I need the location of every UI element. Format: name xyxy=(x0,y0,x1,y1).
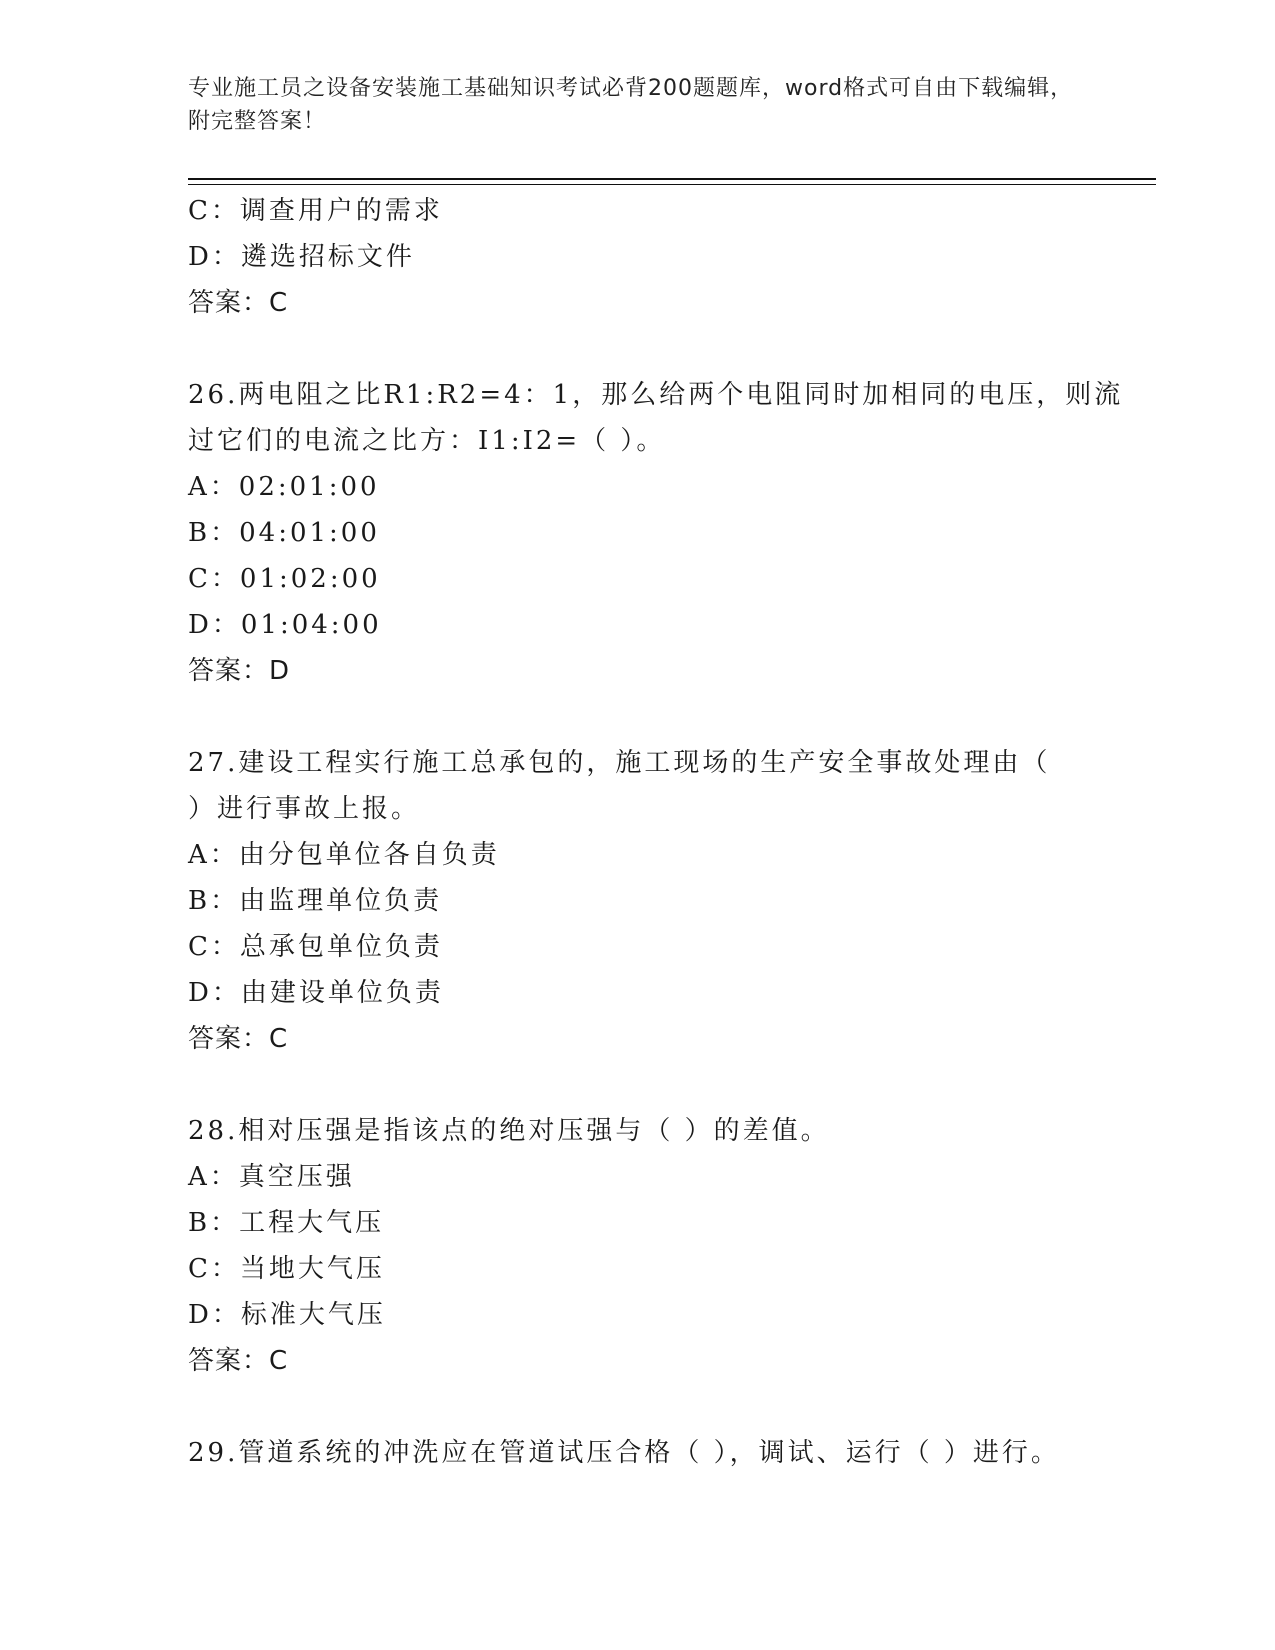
question-content xyxy=(188,188,1124,1476)
option-c: C：当地大气压 xyxy=(188,1254,385,1284)
option-c: C：总承包单位负责 xyxy=(188,932,443,962)
answer-line: 答案：C xyxy=(188,1024,289,1054)
option-b: B：工程大气压 xyxy=(188,1208,385,1238)
question-28 xyxy=(188,1108,1088,1384)
question-stem-cont: ）进行事故上报。 xyxy=(188,794,421,824)
question-stem-cont: 过它们的电流之比方：I1:I2=（ ）。 xyxy=(188,426,666,456)
option-d: D：01:04:00 xyxy=(188,610,382,640)
option-b: B：由监理单位负责 xyxy=(188,886,443,916)
question-29 xyxy=(188,1430,1088,1476)
option-a: A：真空压强 xyxy=(188,1162,355,1192)
answer-line: 答案：D xyxy=(188,656,291,686)
answer-line: 答案：C xyxy=(188,288,289,318)
prev-question xyxy=(188,188,1088,326)
question-stem: 27.建设工程实行施工总承包的，施工现场的生产安全事故处理由（ xyxy=(188,748,1051,778)
option-a: A：02:01:00 xyxy=(188,472,380,502)
header-divider-thin xyxy=(188,184,1156,185)
option-d: D：标准大气压 xyxy=(188,1300,386,1330)
question-26 xyxy=(188,372,1124,694)
answer-line: 答案：C xyxy=(188,1346,289,1376)
question-stem: 28.相对压强是指该点的绝对压强与（ ）的差值。 xyxy=(188,1116,830,1146)
option-c: C：01:02:00 xyxy=(188,564,381,594)
header-title: 专业施工员之设备安装施工基础知识考试必背200题题库，word格式可自由下载编辑，附完整答案！ xyxy=(188,76,1074,134)
question-stem: 29.管道系统的冲洗应在管道试压合格（ ），调试、运行（ ）进行。 xyxy=(188,1438,1060,1468)
option-d: D：遴选招标文件 xyxy=(188,242,415,272)
option-d: D：由建设单位负责 xyxy=(188,978,444,1008)
question-stem: 26.两电阻之比R1:R2=4：1，那么给两个电阻同时加相同的电压，则流 xyxy=(188,380,1124,410)
question-27 xyxy=(188,740,1088,1062)
document-header xyxy=(188,72,1088,138)
header-divider-thick xyxy=(188,178,1156,180)
option-c: C：调查用户的需求 xyxy=(188,196,443,226)
option-b: B：04:01:00 xyxy=(188,518,380,548)
option-a: A：由分包单位各自负责 xyxy=(188,840,500,870)
